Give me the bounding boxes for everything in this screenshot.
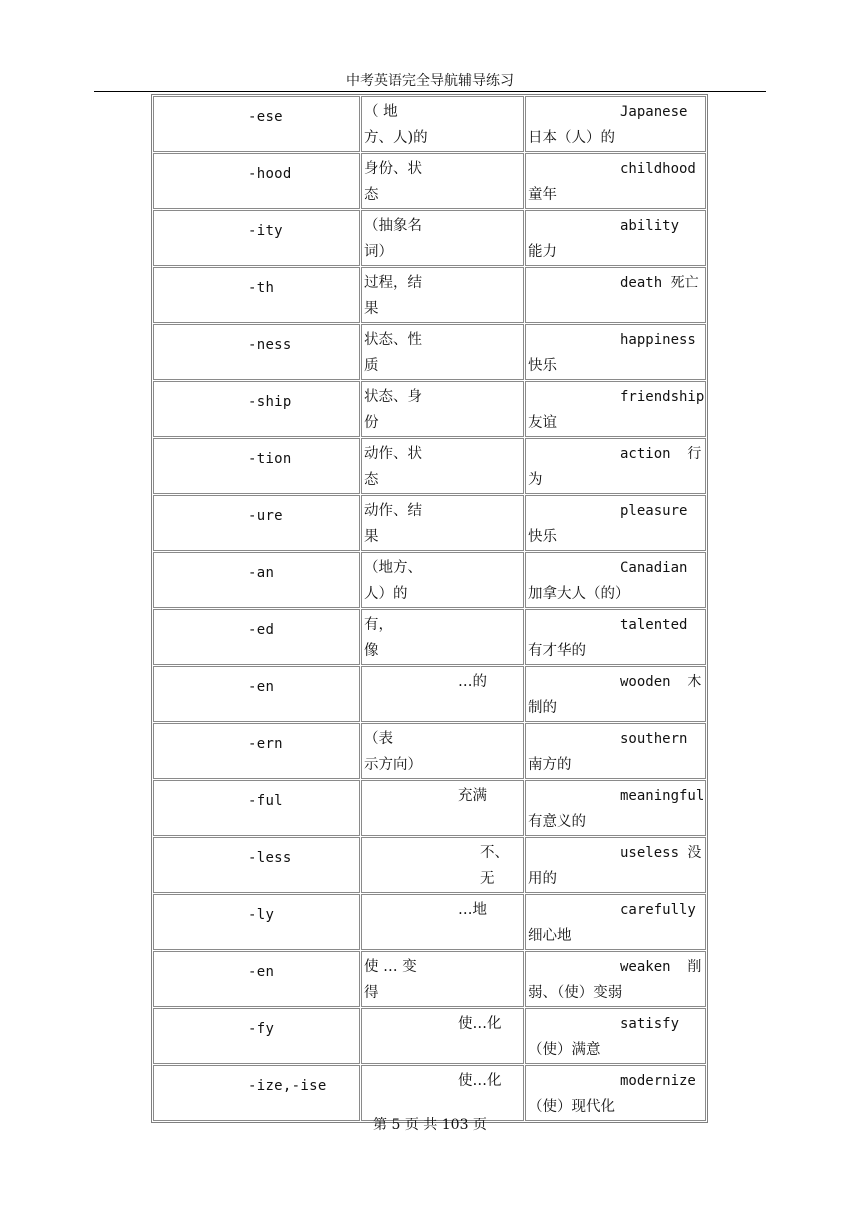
meaning-cell xyxy=(361,609,524,665)
meaning-line-1: 状态、性 xyxy=(364,332,422,348)
meaning-line-1: （ 地 xyxy=(364,104,398,120)
meaning-cell xyxy=(361,951,524,1007)
suffix-cell xyxy=(153,723,360,779)
example-cell xyxy=(525,495,706,551)
meaning-text xyxy=(362,724,523,778)
example-word: ability xyxy=(620,218,680,234)
example-translation: 快乐 xyxy=(528,529,557,545)
example-cell xyxy=(525,609,706,665)
suffix-text: -ly xyxy=(248,907,275,923)
example-cell xyxy=(525,837,706,893)
example-word: useless 没 xyxy=(620,845,702,861)
meaning-cell xyxy=(361,210,524,266)
suffix-text: -ity xyxy=(248,223,283,239)
example-text xyxy=(526,382,705,436)
suffix-text: -ful xyxy=(248,793,283,809)
example-translation: （使）满意 xyxy=(528,1042,601,1058)
example-word: Canadian xyxy=(620,560,688,576)
example-translation: 友谊 xyxy=(528,415,557,431)
example-text xyxy=(526,1009,705,1063)
example-translation: 有意义的 xyxy=(528,814,586,830)
suffix-cell xyxy=(153,1008,360,1064)
meaning-text xyxy=(362,325,523,379)
suffix-cell xyxy=(153,153,360,209)
table-row xyxy=(153,495,706,551)
suffix-cell xyxy=(153,267,360,323)
suffix-text: -en xyxy=(248,964,275,980)
meaning-text xyxy=(362,97,523,151)
meaning-line-2: 方、人)的 xyxy=(364,130,428,146)
example-translation: 快乐 xyxy=(528,358,557,374)
meaning-line-1: 动作、状 xyxy=(364,446,422,462)
suffix-text: -ize,-ise xyxy=(248,1078,327,1094)
page-header-title: 中考英语完全导航辅导练习 xyxy=(346,73,514,89)
table-row xyxy=(153,210,706,266)
table-row xyxy=(153,1008,706,1064)
meaning-line-1: （地方、 xyxy=(364,560,422,576)
suffix-cell xyxy=(153,210,360,266)
suffix-cell xyxy=(153,780,360,836)
meaning-line-1: …的 xyxy=(458,674,487,690)
meaning-text xyxy=(362,781,523,809)
suffix-text: -an xyxy=(248,565,275,581)
table-row xyxy=(153,780,706,836)
example-translation: 为 xyxy=(528,472,543,488)
meaning-line-1: 使…化 xyxy=(458,1073,502,1089)
meaning-cell xyxy=(361,153,524,209)
example-text xyxy=(526,667,705,721)
example-text xyxy=(526,268,705,296)
suffix-text: -fy xyxy=(248,1021,275,1037)
meaning-cell xyxy=(361,438,524,494)
meaning-line-2: 得 xyxy=(364,985,379,1001)
suffix-text: -th xyxy=(248,280,275,296)
suffix-cell xyxy=(153,438,360,494)
example-translation: （使）现代化 xyxy=(528,1099,615,1115)
meaning-text xyxy=(362,439,523,493)
meaning-text xyxy=(362,1009,523,1037)
example-cell xyxy=(525,324,706,380)
example-text xyxy=(526,781,705,835)
suffix-text: -ern xyxy=(248,736,283,752)
example-cell xyxy=(525,381,706,437)
example-text xyxy=(526,838,705,892)
suffix-cell xyxy=(153,837,360,893)
meaning-line-2: 质 xyxy=(364,358,379,374)
example-text xyxy=(526,952,705,1006)
suffix-cell xyxy=(153,951,360,1007)
header-rule xyxy=(94,91,766,92)
suffix-text: -hood xyxy=(248,166,292,182)
table-row xyxy=(153,438,706,494)
meaning-text xyxy=(362,610,523,664)
example-word: Japanese xyxy=(620,104,688,120)
table-row xyxy=(153,951,706,1007)
suffix-text: -ese xyxy=(248,109,283,125)
meaning-cell xyxy=(361,1065,524,1121)
suffix-cell xyxy=(153,609,360,665)
meaning-text xyxy=(362,838,523,892)
meaning-line-2: 果 xyxy=(364,301,379,317)
meaning-line-1: …地 xyxy=(458,902,487,918)
suffix-text: -en xyxy=(248,679,275,695)
meaning-line-2: 像 xyxy=(364,643,379,659)
table-row xyxy=(153,153,706,209)
meaning-cell xyxy=(361,495,524,551)
table-row xyxy=(153,96,706,152)
example-text xyxy=(526,154,705,208)
example-word: action 行 xyxy=(620,446,702,462)
example-cell xyxy=(525,552,706,608)
suffix-cell xyxy=(153,96,360,152)
meaning-cell xyxy=(361,837,524,893)
suffix-cell xyxy=(153,495,360,551)
meaning-line-1: （抽象名 xyxy=(364,218,422,234)
example-word: friendship xyxy=(620,389,705,405)
table-row xyxy=(153,666,706,722)
suffix-cell xyxy=(153,1065,360,1121)
example-cell xyxy=(525,210,706,266)
meaning-cell xyxy=(361,324,524,380)
example-word: happiness xyxy=(620,332,696,348)
example-cell xyxy=(525,438,706,494)
table-row xyxy=(153,894,706,950)
table-row xyxy=(153,609,706,665)
example-text xyxy=(526,325,705,379)
suffix-text: -less xyxy=(248,850,292,866)
meaning-cell xyxy=(361,780,524,836)
meaning-line-1: 过程，结 xyxy=(364,275,422,291)
example-translation: 用的 xyxy=(528,871,557,887)
example-word: weaken 削 xyxy=(620,959,702,975)
example-translation: 能力 xyxy=(528,244,557,260)
suffix-cell xyxy=(153,666,360,722)
example-cell xyxy=(525,96,706,152)
meaning-line-2: 份 xyxy=(364,415,379,431)
example-translation: 制的 xyxy=(528,700,557,716)
suffix-text: -ed xyxy=(248,622,275,638)
meaning-text xyxy=(362,154,523,208)
example-text xyxy=(526,1066,705,1120)
example-cell xyxy=(525,1008,706,1064)
meaning-line-2: 人）的 xyxy=(364,586,408,602)
meaning-line-1: 状态、身 xyxy=(364,389,422,405)
example-translation: 弱、（使）变弱 xyxy=(528,985,623,1001)
meaning-line-2: 态 xyxy=(364,472,379,488)
meaning-line-2: 态 xyxy=(364,187,379,203)
suffix-cell xyxy=(153,381,360,437)
example-cell xyxy=(525,1065,706,1121)
meaning-cell xyxy=(361,267,524,323)
meaning-line-1: 充满 xyxy=(458,788,487,804)
example-translation: 细心地 xyxy=(528,928,572,944)
example-text xyxy=(526,553,705,607)
table-row xyxy=(153,552,706,608)
meaning-line-1: 有， xyxy=(364,617,393,633)
meaning-text xyxy=(362,382,523,436)
table-row xyxy=(153,381,706,437)
example-cell xyxy=(525,723,706,779)
suffix-cell xyxy=(153,894,360,950)
meaning-text xyxy=(362,667,523,695)
meaning-cell xyxy=(361,894,524,950)
meaning-line-1: 身份、状 xyxy=(364,161,422,177)
example-word: wooden 木 xyxy=(620,674,702,690)
example-cell xyxy=(525,780,706,836)
meaning-text xyxy=(362,1066,523,1094)
meaning-line-2: 词） xyxy=(364,244,393,260)
example-word: childhood xyxy=(620,161,696,177)
example-text xyxy=(526,211,705,265)
suffix-cell xyxy=(153,552,360,608)
example-cell xyxy=(525,666,706,722)
example-text xyxy=(526,439,705,493)
example-translation: 日本（人）的 xyxy=(528,130,615,146)
meaning-cell xyxy=(361,723,524,779)
meaning-line-2: 果 xyxy=(364,529,379,545)
table-row xyxy=(153,1065,706,1121)
meaning-cell xyxy=(361,381,524,437)
meaning-line-2: 示方向） xyxy=(364,757,422,773)
meaning-line-1: 动作、结 xyxy=(364,503,422,519)
example-text xyxy=(526,610,705,664)
example-word: talented xyxy=(620,617,688,633)
example-cell xyxy=(525,153,706,209)
example-word: southern xyxy=(620,731,688,747)
page-footer: 第 5 页 共 103 页 xyxy=(373,1117,487,1133)
meaning-cell xyxy=(361,96,524,152)
example-text xyxy=(526,895,705,949)
example-cell xyxy=(525,894,706,950)
example-word: death 死亡 xyxy=(620,275,699,291)
table-row xyxy=(153,267,706,323)
meaning-cell xyxy=(361,666,524,722)
example-translation: 南方的 xyxy=(528,757,572,773)
meaning-text xyxy=(362,952,523,1006)
example-word: meaningful xyxy=(620,788,705,804)
meaning-line-1: 不、无 xyxy=(480,845,509,887)
meaning-text xyxy=(362,268,523,322)
meaning-text xyxy=(362,211,523,265)
meaning-text xyxy=(362,553,523,607)
meaning-line-1: 使 … 变 xyxy=(364,959,417,975)
meaning-cell xyxy=(361,552,524,608)
meaning-line-1: 使…化 xyxy=(458,1016,502,1032)
meaning-text xyxy=(362,895,523,923)
suffix-text: -tion xyxy=(248,451,292,467)
example-translation: 有才华的 xyxy=(528,643,586,659)
example-text xyxy=(526,496,705,550)
example-translation: 童年 xyxy=(528,187,557,203)
example-text xyxy=(526,97,705,151)
example-text xyxy=(526,724,705,778)
table-row xyxy=(153,837,706,893)
example-word: pleasure xyxy=(620,503,688,519)
example-word: modernize xyxy=(620,1073,696,1089)
example-cell xyxy=(525,267,706,323)
meaning-text xyxy=(362,496,523,550)
example-word: satisfy xyxy=(620,1016,680,1032)
suffix-text: -ship xyxy=(248,394,292,410)
suffix-cell xyxy=(153,324,360,380)
suffix-text: -ure xyxy=(248,508,283,524)
table-row xyxy=(153,324,706,380)
meaning-cell xyxy=(361,1008,524,1064)
suffix-text: -ness xyxy=(248,337,292,353)
table-row xyxy=(153,723,706,779)
suffix-table xyxy=(151,94,708,1123)
example-translation: 加拿大人（的） xyxy=(528,586,630,602)
example-word: carefully xyxy=(620,902,696,918)
meaning-line-1: （表 xyxy=(364,731,393,747)
example-cell xyxy=(525,951,706,1007)
suffix-table-body xyxy=(153,96,706,1121)
